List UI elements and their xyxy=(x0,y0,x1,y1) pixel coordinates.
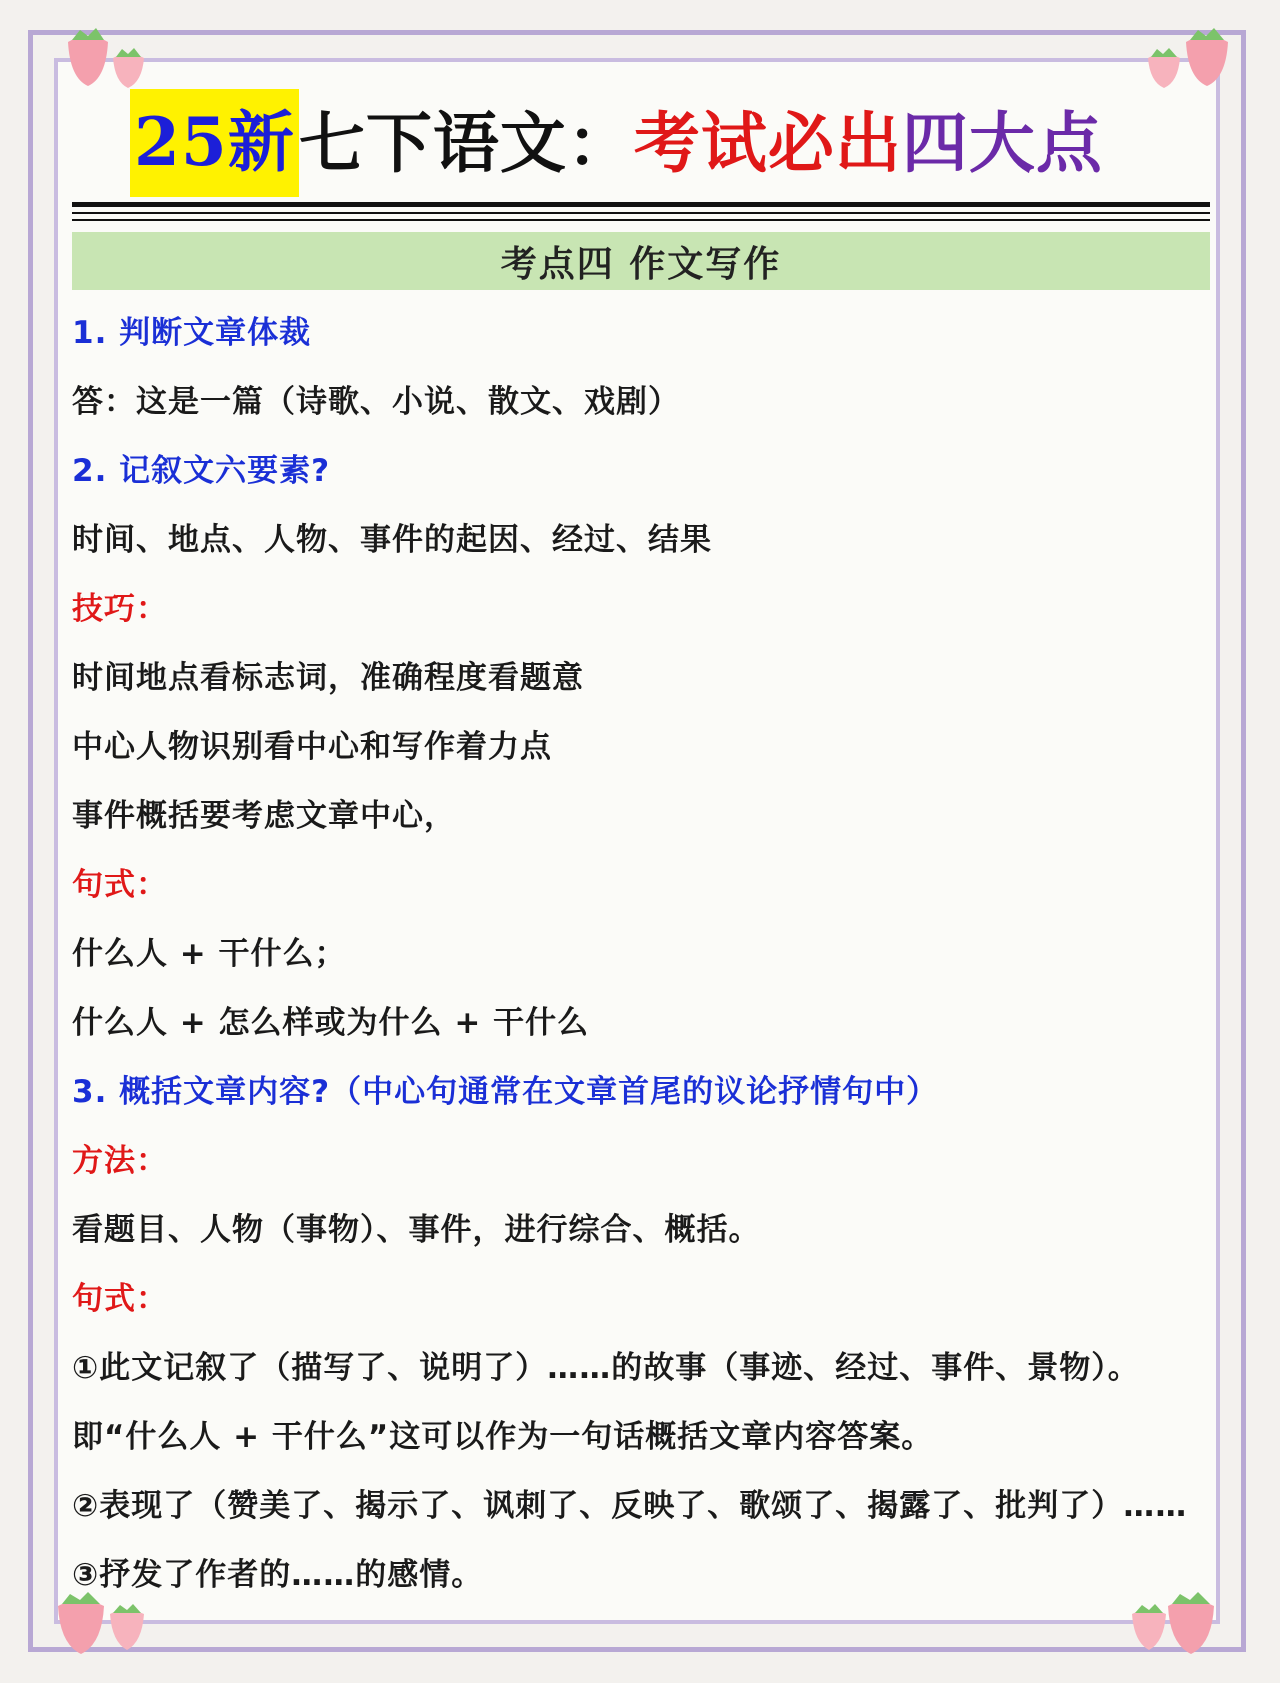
title-year: 25新 xyxy=(130,89,299,197)
text-line: ②表现了（赞美了、揭示了、讽刺了、反映了、歌颂了、揭露了、批判了）…… xyxy=(72,1488,1188,1524)
heading-summarize: 3. 概括文章内容?（中心句通常在文章首尾的议论抒情句中） xyxy=(72,1074,939,1110)
text-line: ①此文记叙了（描写了、说明了）……的故事（事迹、经过、事件、景物）。 xyxy=(72,1350,1140,1386)
text-line: 看题目、人物（事物）、事件，进行综合、概括。 xyxy=(72,1212,761,1248)
label-method: 方法： xyxy=(72,1143,168,1179)
title-rule-thick xyxy=(72,202,1210,207)
text-line: 中心人物识别看中心和写作着力点 xyxy=(72,729,552,765)
title-purple: 四大点 xyxy=(901,104,1103,182)
text-line: ③抒发了作者的……的感情。 xyxy=(72,1557,484,1593)
title-rule-thin xyxy=(72,212,1210,214)
title-red: 考试必出 xyxy=(633,104,902,182)
strawberry-icon xyxy=(1140,20,1240,90)
content-list xyxy=(72,302,1222,1613)
strawberry-icon xyxy=(58,20,158,90)
text-line: 事件概括要考虑文章中心， xyxy=(72,798,456,834)
title-subject: 七下语文： xyxy=(298,104,634,182)
label-tips: 技巧： xyxy=(72,591,168,627)
text-line: 时间、地点、人物、事件的起因、经过、结果 xyxy=(72,522,712,558)
heading-six-elements: 2. 记叙文六要素? xyxy=(72,453,331,489)
label-pattern: 句式： xyxy=(72,867,168,903)
label-pattern: 句式： xyxy=(72,1281,168,1317)
section-banner: 考点四 作文写作 xyxy=(72,232,1210,290)
title-rule-thin xyxy=(72,219,1210,221)
text-line: 什么人 + 干什么； xyxy=(72,936,347,972)
text-line: 什么人 + 怎么样或为什么 + 干什么 xyxy=(72,1005,590,1041)
text-line: 答：这是一篇（诗歌、小说、散文、戏剧） xyxy=(72,384,680,420)
text-line: 时间地点看标志词，准确程度看题意 xyxy=(72,660,584,696)
heading-genre: 1. 判断文章体裁 xyxy=(72,315,312,351)
page-title xyxy=(130,88,1160,198)
text-line: 即“什么人 + 干什么”这可以作为一句话概括文章内容答案。 xyxy=(72,1419,934,1455)
